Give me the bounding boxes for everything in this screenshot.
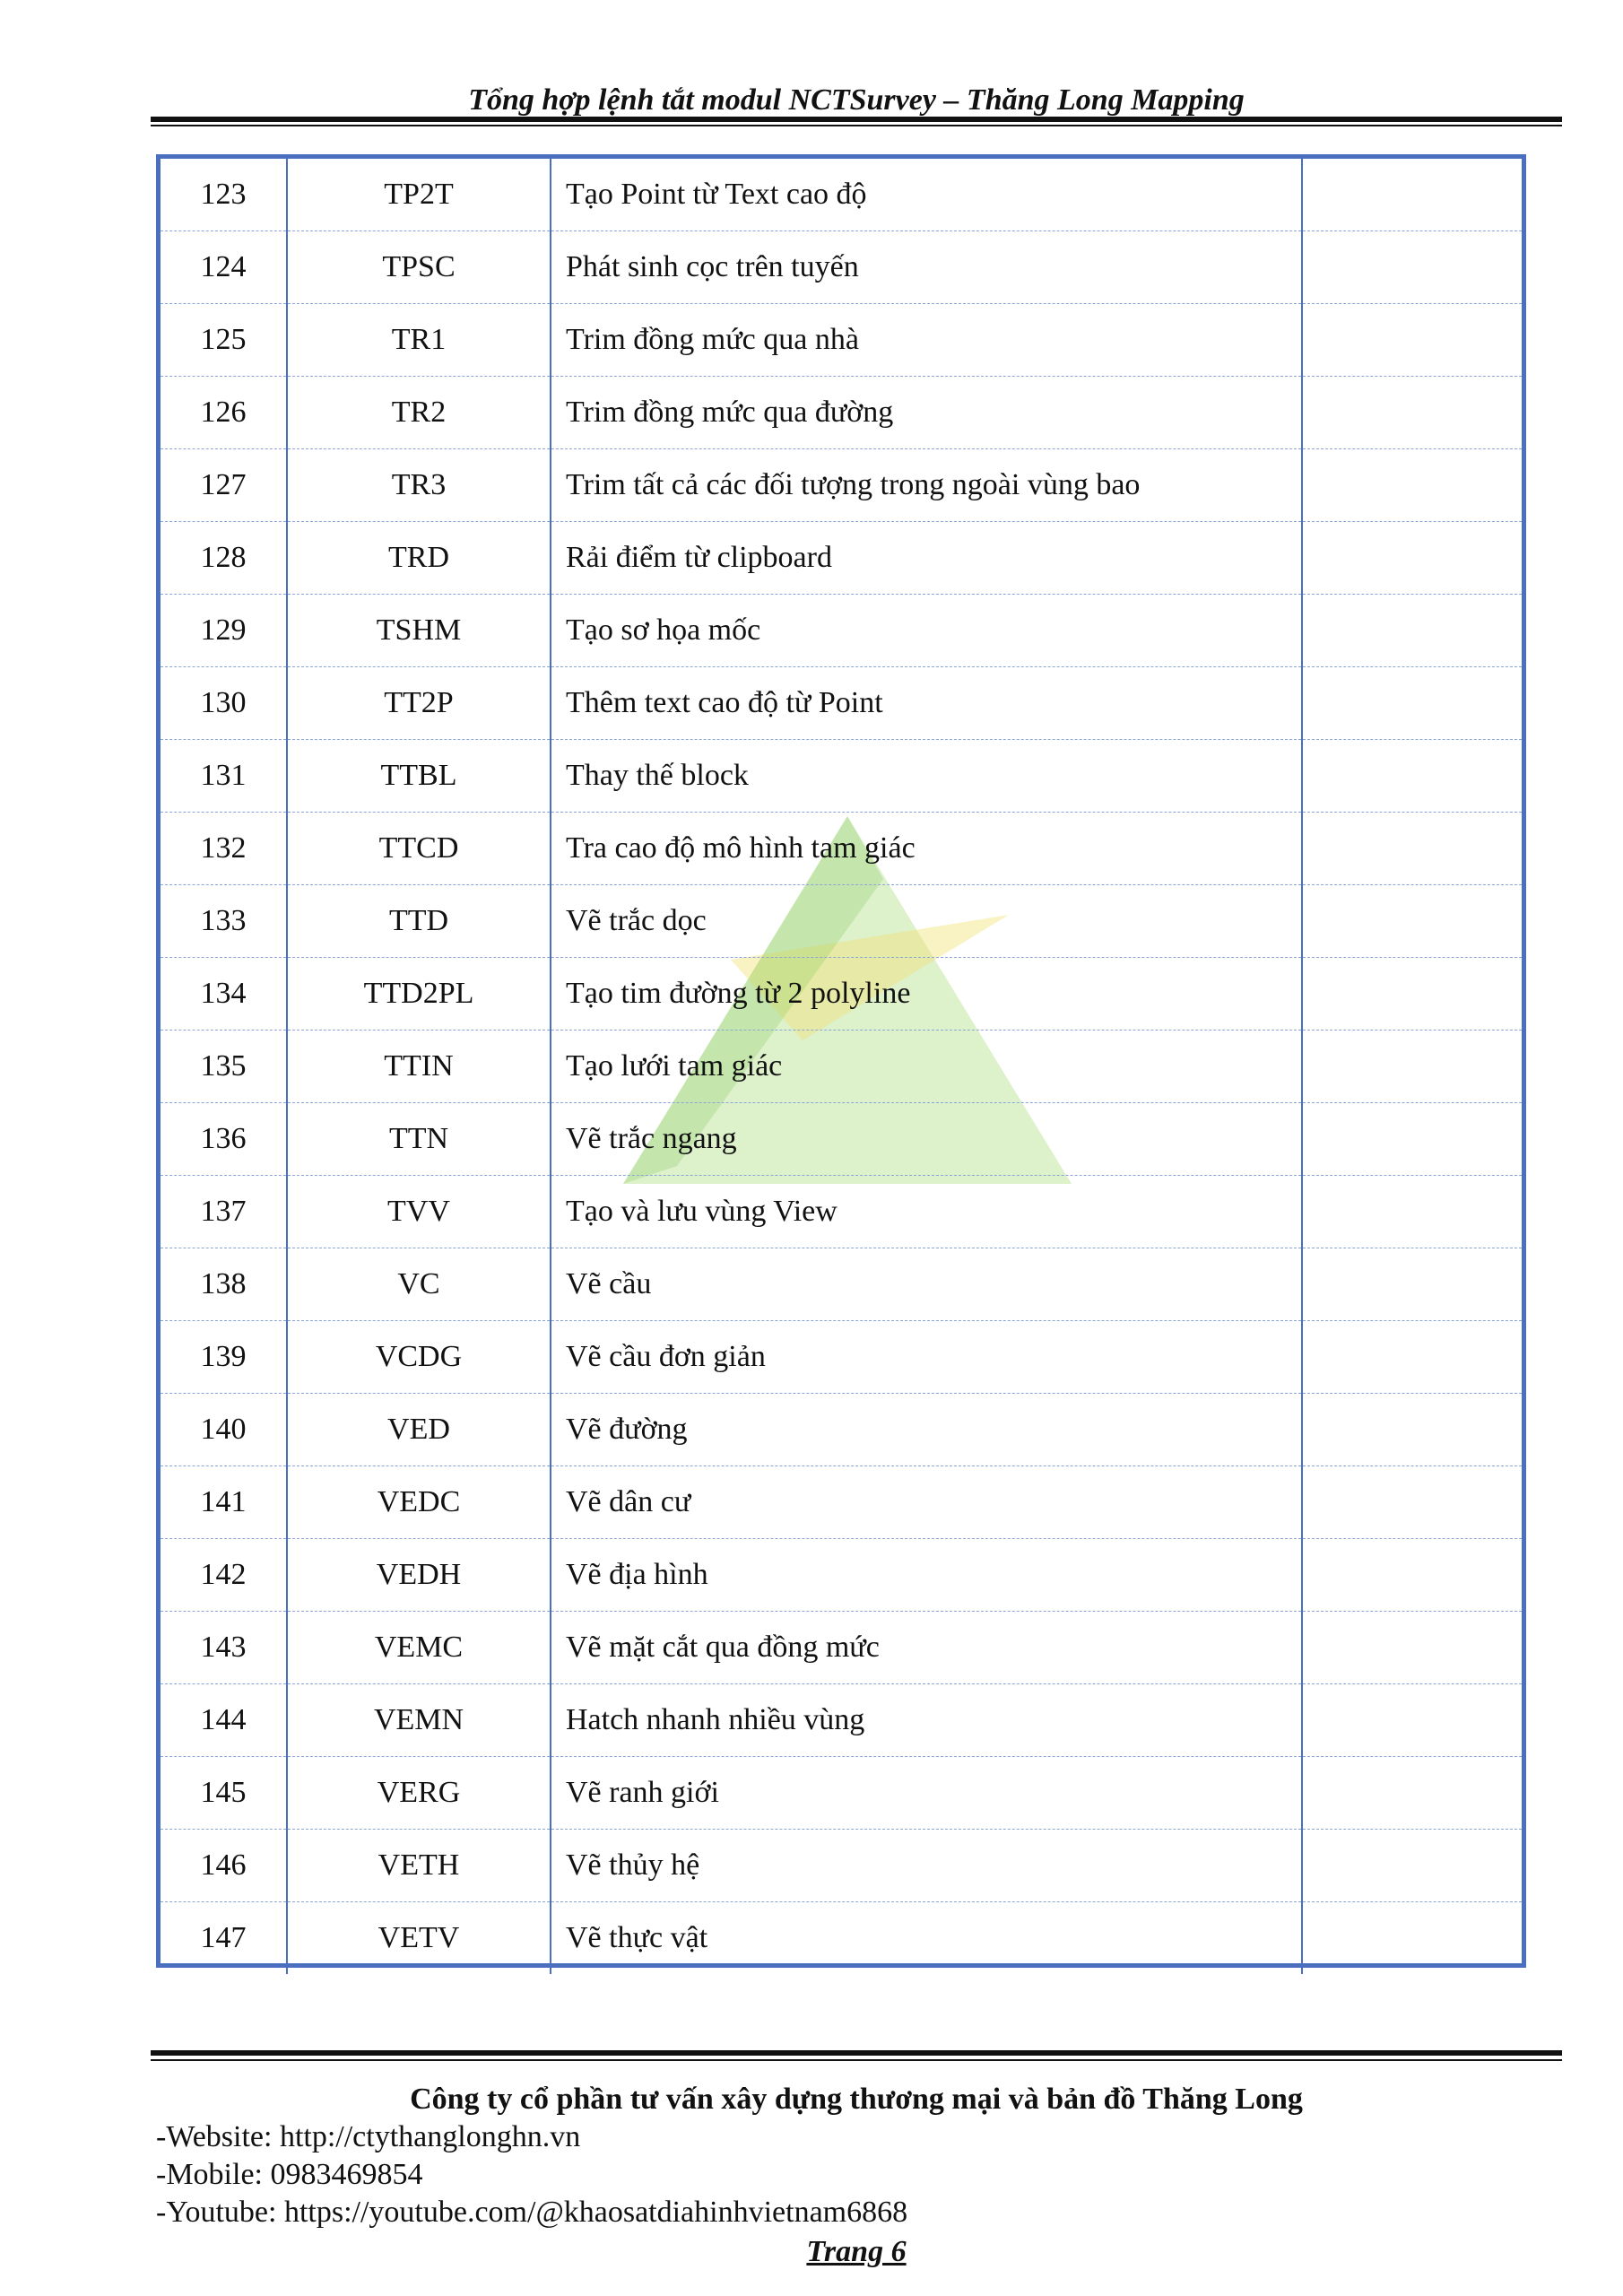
command-description: Tra cao độ mô hình tam giác — [551, 813, 1302, 885]
row-note — [1302, 1176, 1522, 1248]
command-description: Thêm text cao độ từ Point — [551, 667, 1302, 740]
command-description: Trim đồng mức qua đường — [551, 377, 1302, 449]
table-row — [161, 1830, 1522, 1902]
table-row — [161, 1757, 1522, 1830]
footer-youtube: -Youtube: https://youtube.com/@khaosatdiahinhvietnam6868 — [156, 2196, 908, 2229]
table-row — [161, 1248, 1522, 1321]
row-note — [1302, 449, 1522, 522]
command-code: TTCD — [287, 813, 551, 885]
row-number: 140 — [161, 1394, 287, 1466]
command-description: Vẽ thực vật — [551, 1902, 1302, 1975]
command-code: TR2 — [287, 377, 551, 449]
command-table-grid — [161, 159, 1522, 1974]
page-number: Trang 6 — [806, 2235, 907, 2268]
command-code: TTD — [287, 885, 551, 958]
table-row — [161, 1902, 1522, 1975]
row-number: 130 — [161, 667, 287, 740]
table-row — [161, 1612, 1522, 1684]
row-note — [1302, 1248, 1522, 1321]
command-code: VETH — [287, 1830, 551, 1902]
command-code: VETV — [287, 1902, 551, 1975]
table-row — [161, 1321, 1522, 1394]
table-row — [161, 231, 1522, 304]
table-row — [161, 885, 1522, 958]
command-description: Phát sinh cọc trên tuyến — [551, 231, 1302, 304]
command-description: Thay thế block — [551, 740, 1302, 813]
footer-company-name: Công ty cổ phần tư vấn xây dựng thương mại và bản đồ Thăng Long — [410, 2083, 1303, 2116]
row-number: 142 — [161, 1539, 287, 1612]
command-description: Vẽ trắc dọc — [551, 885, 1302, 958]
row-note — [1302, 231, 1522, 304]
table-row — [161, 159, 1522, 231]
table-row — [161, 1103, 1522, 1176]
command-description: Vẽ đường — [551, 1394, 1302, 1466]
command-description: Rải điểm từ clipboard — [551, 522, 1302, 595]
command-code: VC — [287, 1248, 551, 1321]
row-number: 145 — [161, 1757, 287, 1830]
row-number: 128 — [161, 522, 287, 595]
row-note — [1302, 1612, 1522, 1684]
row-number: 139 — [161, 1321, 287, 1394]
row-number: 138 — [161, 1248, 287, 1321]
command-code: VEDC — [287, 1466, 551, 1539]
table-row — [161, 1684, 1522, 1757]
table-row — [161, 813, 1522, 885]
command-code: TTBL — [287, 740, 551, 813]
table-row — [161, 522, 1522, 595]
row-note — [1302, 667, 1522, 740]
command-code: TTIN — [287, 1031, 551, 1103]
row-number: 125 — [161, 304, 287, 377]
row-note — [1302, 377, 1522, 449]
command-code: TR1 — [287, 304, 551, 377]
row-note — [1302, 1466, 1522, 1539]
table-row — [161, 304, 1522, 377]
command-description: Tạo tim đường từ 2 polyline — [551, 958, 1302, 1031]
command-description: Vẽ cầu — [551, 1248, 1302, 1321]
command-description: Vẽ địa hình — [551, 1539, 1302, 1612]
command-code: TT2P — [287, 667, 551, 740]
command-code: TRD — [287, 522, 551, 595]
command-description: Trim tất cả các đối tượng trong ngoài vùng bao — [551, 449, 1302, 522]
row-note — [1302, 1321, 1522, 1394]
row-number: 146 — [161, 1830, 287, 1902]
table-row — [161, 449, 1522, 522]
command-code: VERG — [287, 1757, 551, 1830]
row-note — [1302, 159, 1522, 231]
command-description: Hatch nhanh nhiều vùng — [551, 1684, 1302, 1757]
row-note — [1302, 958, 1522, 1031]
row-number: 143 — [161, 1612, 287, 1684]
command-table — [156, 154, 1526, 1968]
command-description: Vẽ trắc ngang — [551, 1103, 1302, 1176]
row-number: 134 — [161, 958, 287, 1031]
row-note — [1302, 1394, 1522, 1466]
table-row — [161, 1539, 1522, 1612]
table-row — [161, 1394, 1522, 1466]
row-note — [1302, 522, 1522, 595]
command-description: Tạo sơ họa mốc — [551, 595, 1302, 667]
command-description: Tạo lưới tam giác — [551, 1031, 1302, 1103]
row-number: 126 — [161, 377, 287, 449]
table-row — [161, 1466, 1522, 1539]
header-rule-thin — [151, 125, 1562, 126]
row-number: 144 — [161, 1684, 287, 1757]
command-code: TR3 — [287, 449, 551, 522]
command-description: Vẽ cầu đơn giản — [551, 1321, 1302, 1394]
row-note — [1302, 1830, 1522, 1902]
page-header-title: Tổng hợp lệnh tắt modul NCTSurvey – Thăng Long Mapping — [468, 83, 1245, 117]
row-number: 132 — [161, 813, 287, 885]
row-note — [1302, 1031, 1522, 1103]
footer-rule-thin — [151, 2059, 1562, 2061]
row-note — [1302, 1902, 1522, 1975]
command-code: VEMC — [287, 1612, 551, 1684]
command-code: TPSC — [287, 231, 551, 304]
command-code: VCDG — [287, 1321, 551, 1394]
table-row — [161, 958, 1522, 1031]
footer-website: -Website: http://ctythanglonghn.vn — [156, 2120, 581, 2153]
command-description: Vẽ mặt cắt qua đồng mức — [551, 1612, 1302, 1684]
table-row — [161, 377, 1522, 449]
row-note — [1302, 885, 1522, 958]
row-note — [1302, 740, 1522, 813]
row-note — [1302, 1103, 1522, 1176]
row-number: 135 — [161, 1031, 287, 1103]
command-code: TP2T — [287, 159, 551, 231]
command-description: Vẽ ranh giới — [551, 1757, 1302, 1830]
row-number: 129 — [161, 595, 287, 667]
command-code: VED — [287, 1394, 551, 1466]
footer-mobile: -Mobile: 0983469854 — [156, 2158, 423, 2191]
table-row — [161, 1176, 1522, 1248]
command-code: TVV — [287, 1176, 551, 1248]
header-rule-thick — [151, 117, 1562, 122]
row-number: 141 — [161, 1466, 287, 1539]
table-row — [161, 667, 1522, 740]
command-code: TSHM — [287, 595, 551, 667]
table-row — [161, 595, 1522, 667]
row-note — [1302, 595, 1522, 667]
command-code: TTN — [287, 1103, 551, 1176]
row-note — [1302, 1539, 1522, 1612]
command-description: Tạo và lưu vùng View — [551, 1176, 1302, 1248]
command-description: Vẽ dân cư — [551, 1466, 1302, 1539]
row-note — [1302, 304, 1522, 377]
command-description: Tạo Point từ Text cao độ — [551, 159, 1302, 231]
table-row — [161, 1031, 1522, 1103]
row-note — [1302, 1684, 1522, 1757]
command-description: Vẽ thủy hệ — [551, 1830, 1302, 1902]
command-description: Trim đồng mức qua nhà — [551, 304, 1302, 377]
row-number: 124 — [161, 231, 287, 304]
footer-rule-thick — [151, 2050, 1562, 2056]
row-number: 137 — [161, 1176, 287, 1248]
row-number: 147 — [200, 1921, 247, 1954]
command-code: VEDH — [287, 1539, 551, 1612]
command-code: VEMN — [287, 1684, 551, 1757]
command-code: TTD2PL — [287, 958, 551, 1031]
row-note — [1302, 813, 1522, 885]
row-number: 136 — [161, 1103, 287, 1176]
row-number: 127 — [161, 449, 287, 522]
row-number: 131 — [161, 740, 287, 813]
row-note — [1302, 1757, 1522, 1830]
table-row — [161, 740, 1522, 813]
row-number: 123 — [161, 159, 287, 231]
row-number: 133 — [161, 885, 287, 958]
